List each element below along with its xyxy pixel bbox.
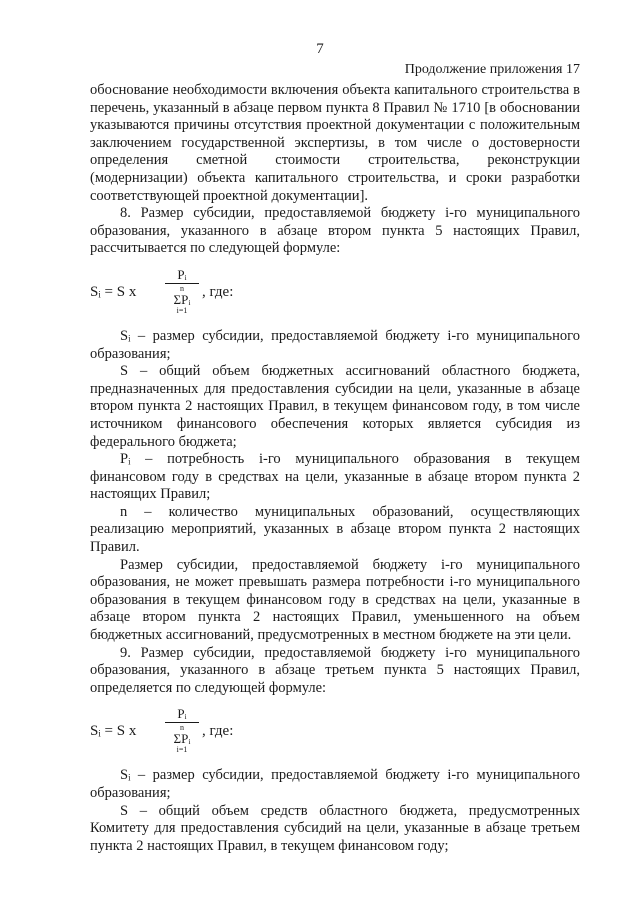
formula-denominator: ΣPᵢ: [173, 291, 191, 307]
definition-n: n – количество муниципальных образований, осуществляющих реализацию мероприятий, указанных в абзаце втором пункта 2 настоящих Правил.: [90, 503, 580, 556]
formula-numerator: Pᵢ: [177, 706, 187, 722]
annex-continuation-note: Продолжение приложения 17: [404, 62, 580, 77]
definition-pi: Pᵢ – потребность i-го муниципального образования в текущем финансовом году в средствах на цели, указанные в абзаце втором пункта 2 настоящих Правил;: [90, 451, 580, 503]
paragraph-clause-9: 9. Размер субсидии, предоставляемой бюджету i-го муниципального образования, указанного в абзаце третьем пункта 5 настоящих Правил, определяется по следующей формуле:: [90, 644, 580, 696]
document-body: [90, 82, 580, 855]
definition-si: Sᵢ – размер субсидии, предоставляемой бюджету i-го муниципального образования;: [90, 327, 580, 362]
paragraph-justification: обоснование необходимости включения объекта капитального строительства в перечень, указанный в абзаце первом пункта 8 Правил № 1710 [в обосновании указываются причины отсутствия проектной документации с положительным заключением государственной экспертизы, в том числе о достоверности определения сметной стоимости строительства, реконструкции (модернизации) объекта капитального строительства, и сроки разработки соответствующей проектной документации].: [90, 82, 580, 204]
paragraph-clause-8: 8. Размер субсидии, предоставляемой бюджету i-го муниципального образования, указанного в абзаце втором пункта 5 настоящих Правил, рассчитывается по следующей формуле:: [90, 205, 580, 257]
sum-upper-limit: n: [180, 723, 184, 733]
sum-lower-limit: i=1: [176, 305, 188, 315]
formula-fraction: [165, 707, 199, 754]
formula-lhs: Sᵢ = S x: [90, 283, 137, 300]
formula-numerator: Pᵢ: [177, 266, 187, 282]
formula-lhs: Sᵢ = S x: [90, 723, 137, 740]
definition-s-2: S – общий объем средств областного бюджета, предусмотренных Комитету для предоставления субсидий на цели, указанные в абзаце третьем пункта 2 настоящих Правил, в текущем финансовом году;: [90, 802, 580, 854]
sum-lower-limit: i=1: [176, 745, 188, 755]
subsidy-formula-2: [90, 703, 580, 761]
subsidy-formula-1: [90, 264, 580, 322]
sum-upper-limit: n: [180, 283, 184, 293]
paragraph-size-limit: Размер субсидии, предоставляемой бюджету i-го муниципального образования, не может превышать размера потребности i-го муниципального образования в текущем финансовом году в средствах на цели, указанные в абзаце втором пункта 2 настоящих Правил, уменьшенного на объем бюджетных ассигнований, предусмотренных в местном бюджете на эти цели.: [90, 556, 580, 644]
page-number: 7: [316, 41, 324, 57]
formula-tail: , где:: [202, 283, 234, 300]
formula-denominator: ΣPᵢ: [173, 731, 191, 747]
definition-s: S – общий объем бюджетных ассигнований областного бюджета, предназначенных для предоставления субсидии на цели, указанные в абзаце втором пункта 2 настоящих Правил, в текущем финансовом году, в том числе источником финансового обеспечения которых является субсидия из федерального бюджета;: [90, 363, 580, 450]
definition-si-2: Sᵢ – размер субсидии, предоставляемой бюджету i-го муниципального образования;: [90, 767, 580, 801]
formula-tail: , где:: [202, 723, 234, 740]
formula-fraction: [165, 268, 199, 315]
